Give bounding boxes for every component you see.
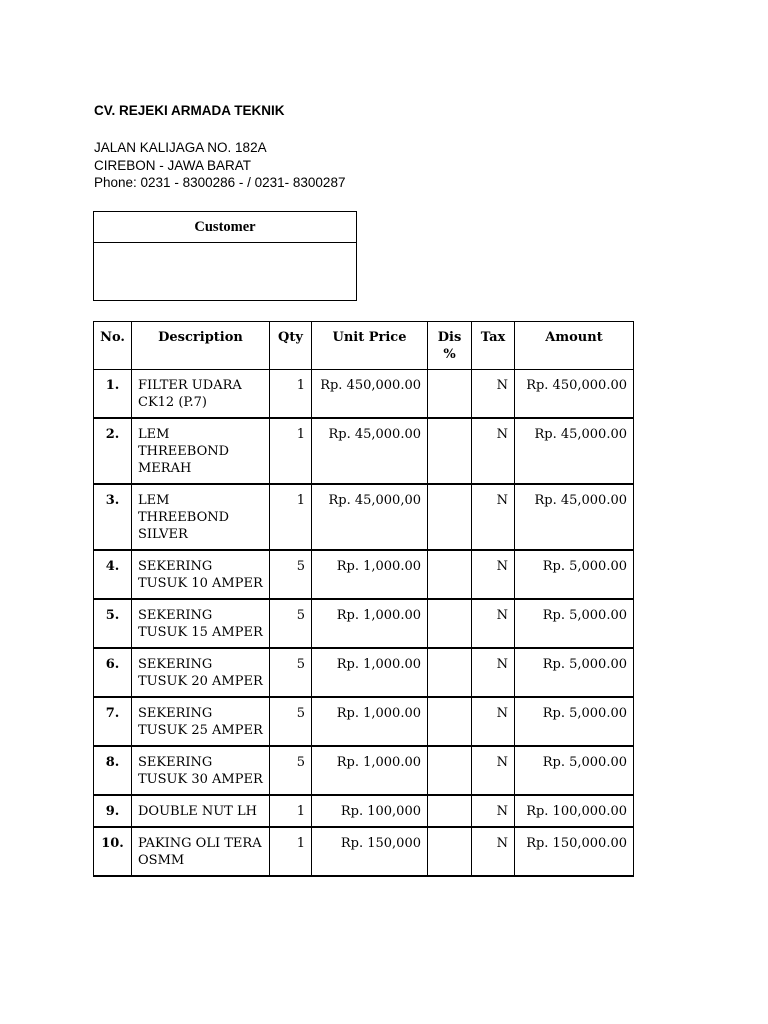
header-discount: Dis % bbox=[428, 322, 472, 370]
cell-qty: 5 bbox=[270, 550, 312, 599]
cell-description: DOUBLE NUT LH bbox=[132, 795, 270, 827]
header-tax: Tax bbox=[472, 322, 515, 370]
table-row bbox=[94, 418, 634, 484]
cell-discount bbox=[428, 746, 472, 795]
cell-discount bbox=[428, 418, 472, 484]
cell-amount: Rp. 5,000.00 bbox=[515, 599, 634, 648]
header-unit-price: Unit Price bbox=[312, 322, 428, 370]
cell-no: 3. bbox=[94, 484, 132, 550]
header-qty: Qty bbox=[270, 322, 312, 370]
cell-tax: N bbox=[472, 795, 515, 827]
header-description: Description bbox=[132, 322, 270, 370]
cell-no: 1. bbox=[94, 370, 132, 419]
cell-tax: N bbox=[472, 418, 515, 484]
cell-description: SEKERING TUSUK 15 AMPER bbox=[132, 599, 270, 648]
table-row bbox=[94, 599, 634, 648]
cell-amount: Rp. 5,000.00 bbox=[515, 746, 634, 795]
cell-discount bbox=[428, 697, 472, 746]
cell-tax: N bbox=[472, 599, 515, 648]
cell-description: SEKERING TUSUK 25 AMPER bbox=[132, 697, 270, 746]
cell-no: 4. bbox=[94, 550, 132, 599]
cell-amount: Rp. 450,000.00 bbox=[515, 370, 634, 419]
cell-unit-price: Rp. 1,000.00 bbox=[312, 599, 428, 648]
cell-qty: 5 bbox=[270, 648, 312, 697]
cell-description: SEKERING TUSUK 10 AMPER bbox=[132, 550, 270, 599]
cell-no: 2. bbox=[94, 418, 132, 484]
cell-discount bbox=[428, 484, 472, 550]
cell-tax: N bbox=[472, 648, 515, 697]
cell-unit-price: Rp. 45,000,00 bbox=[312, 484, 428, 550]
customer-box bbox=[93, 211, 357, 301]
cell-tax: N bbox=[472, 550, 515, 599]
cell-qty: 1 bbox=[270, 827, 312, 876]
cell-qty: 1 bbox=[270, 484, 312, 550]
cell-amount: Rp. 5,000.00 bbox=[515, 697, 634, 746]
customer-header: Customer bbox=[94, 212, 356, 243]
table-row bbox=[94, 484, 634, 550]
cell-qty: 1 bbox=[270, 795, 312, 827]
cell-no: 7. bbox=[94, 697, 132, 746]
cell-discount bbox=[428, 550, 472, 599]
cell-qty: 1 bbox=[270, 370, 312, 419]
cell-amount: Rp. 5,000.00 bbox=[515, 648, 634, 697]
cell-description: LEM THREEBOND MERAH bbox=[132, 418, 270, 484]
cell-tax: N bbox=[472, 697, 515, 746]
table-row bbox=[94, 795, 634, 827]
cell-no: 10. bbox=[94, 827, 132, 876]
cell-discount bbox=[428, 795, 472, 827]
cell-amount: Rp. 45,000.00 bbox=[515, 418, 634, 484]
cell-discount bbox=[428, 599, 472, 648]
header-amount: Amount bbox=[515, 322, 634, 370]
cell-unit-price: Rp. 45,000.00 bbox=[312, 418, 428, 484]
table-row bbox=[94, 550, 634, 599]
cell-unit-price: Rp. 1,000.00 bbox=[312, 697, 428, 746]
cell-description: PAKING OLI TERA OSMM bbox=[132, 827, 270, 876]
cell-no: 8. bbox=[94, 746, 132, 795]
cell-description: SEKERING TUSUK 20 AMPER bbox=[132, 648, 270, 697]
cell-unit-price: Rp. 450,000.00 bbox=[312, 370, 428, 419]
cell-description: LEM THREEBOND SILVER bbox=[132, 484, 270, 550]
cell-description: SEKERING TUSUK 30 AMPER bbox=[132, 746, 270, 795]
cell-no: 5. bbox=[94, 599, 132, 648]
cell-amount: Rp. 45,000.00 bbox=[515, 484, 634, 550]
cell-amount: Rp. 100,000.00 bbox=[515, 795, 634, 827]
invoice-items-table bbox=[93, 321, 634, 877]
table-row bbox=[94, 746, 634, 795]
cell-unit-price: Rp. 150,000 bbox=[312, 827, 428, 876]
cell-description: FILTER UDARA CK12 (P.7) bbox=[132, 370, 270, 419]
company-name: CV. REJEKI ARMADA TEKNIK bbox=[94, 103, 285, 118]
table-row bbox=[94, 697, 634, 746]
cell-tax: N bbox=[472, 370, 515, 419]
cell-qty: 5 bbox=[270, 599, 312, 648]
cell-unit-price: Rp. 1,000.00 bbox=[312, 550, 428, 599]
company-address bbox=[94, 139, 345, 192]
table-header-row bbox=[94, 322, 634, 370]
cell-discount bbox=[428, 827, 472, 876]
cell-unit-price: Rp. 1,000.00 bbox=[312, 746, 428, 795]
address-line-2: CIREBON - JAWA BARAT bbox=[94, 157, 252, 173]
cell-amount: Rp. 5,000.00 bbox=[515, 550, 634, 599]
cell-discount bbox=[428, 370, 472, 419]
table-row bbox=[94, 648, 634, 697]
cell-discount bbox=[428, 648, 472, 697]
cell-amount: Rp. 150,000.00 bbox=[515, 827, 634, 876]
cell-tax: N bbox=[472, 746, 515, 795]
company-phone: Phone: 0231 - 8300286 - / 0231- 8300287 bbox=[94, 175, 346, 190]
table-row bbox=[94, 370, 634, 419]
cell-qty: 5 bbox=[270, 746, 312, 795]
cell-qty: 1 bbox=[270, 418, 312, 484]
cell-tax: N bbox=[472, 484, 515, 550]
cell-no: 6. bbox=[94, 648, 132, 697]
cell-unit-price: Rp. 100,000 bbox=[312, 795, 428, 827]
cell-tax: N bbox=[472, 827, 515, 876]
cell-no: 9. bbox=[94, 795, 132, 827]
table-row bbox=[94, 827, 634, 876]
address-line-1: JALAN KALIJAGA NO. 182A bbox=[94, 140, 267, 155]
cell-qty: 5 bbox=[270, 697, 312, 746]
cell-unit-price: Rp. 1,000.00 bbox=[312, 648, 428, 697]
header-no: No. bbox=[94, 322, 132, 370]
